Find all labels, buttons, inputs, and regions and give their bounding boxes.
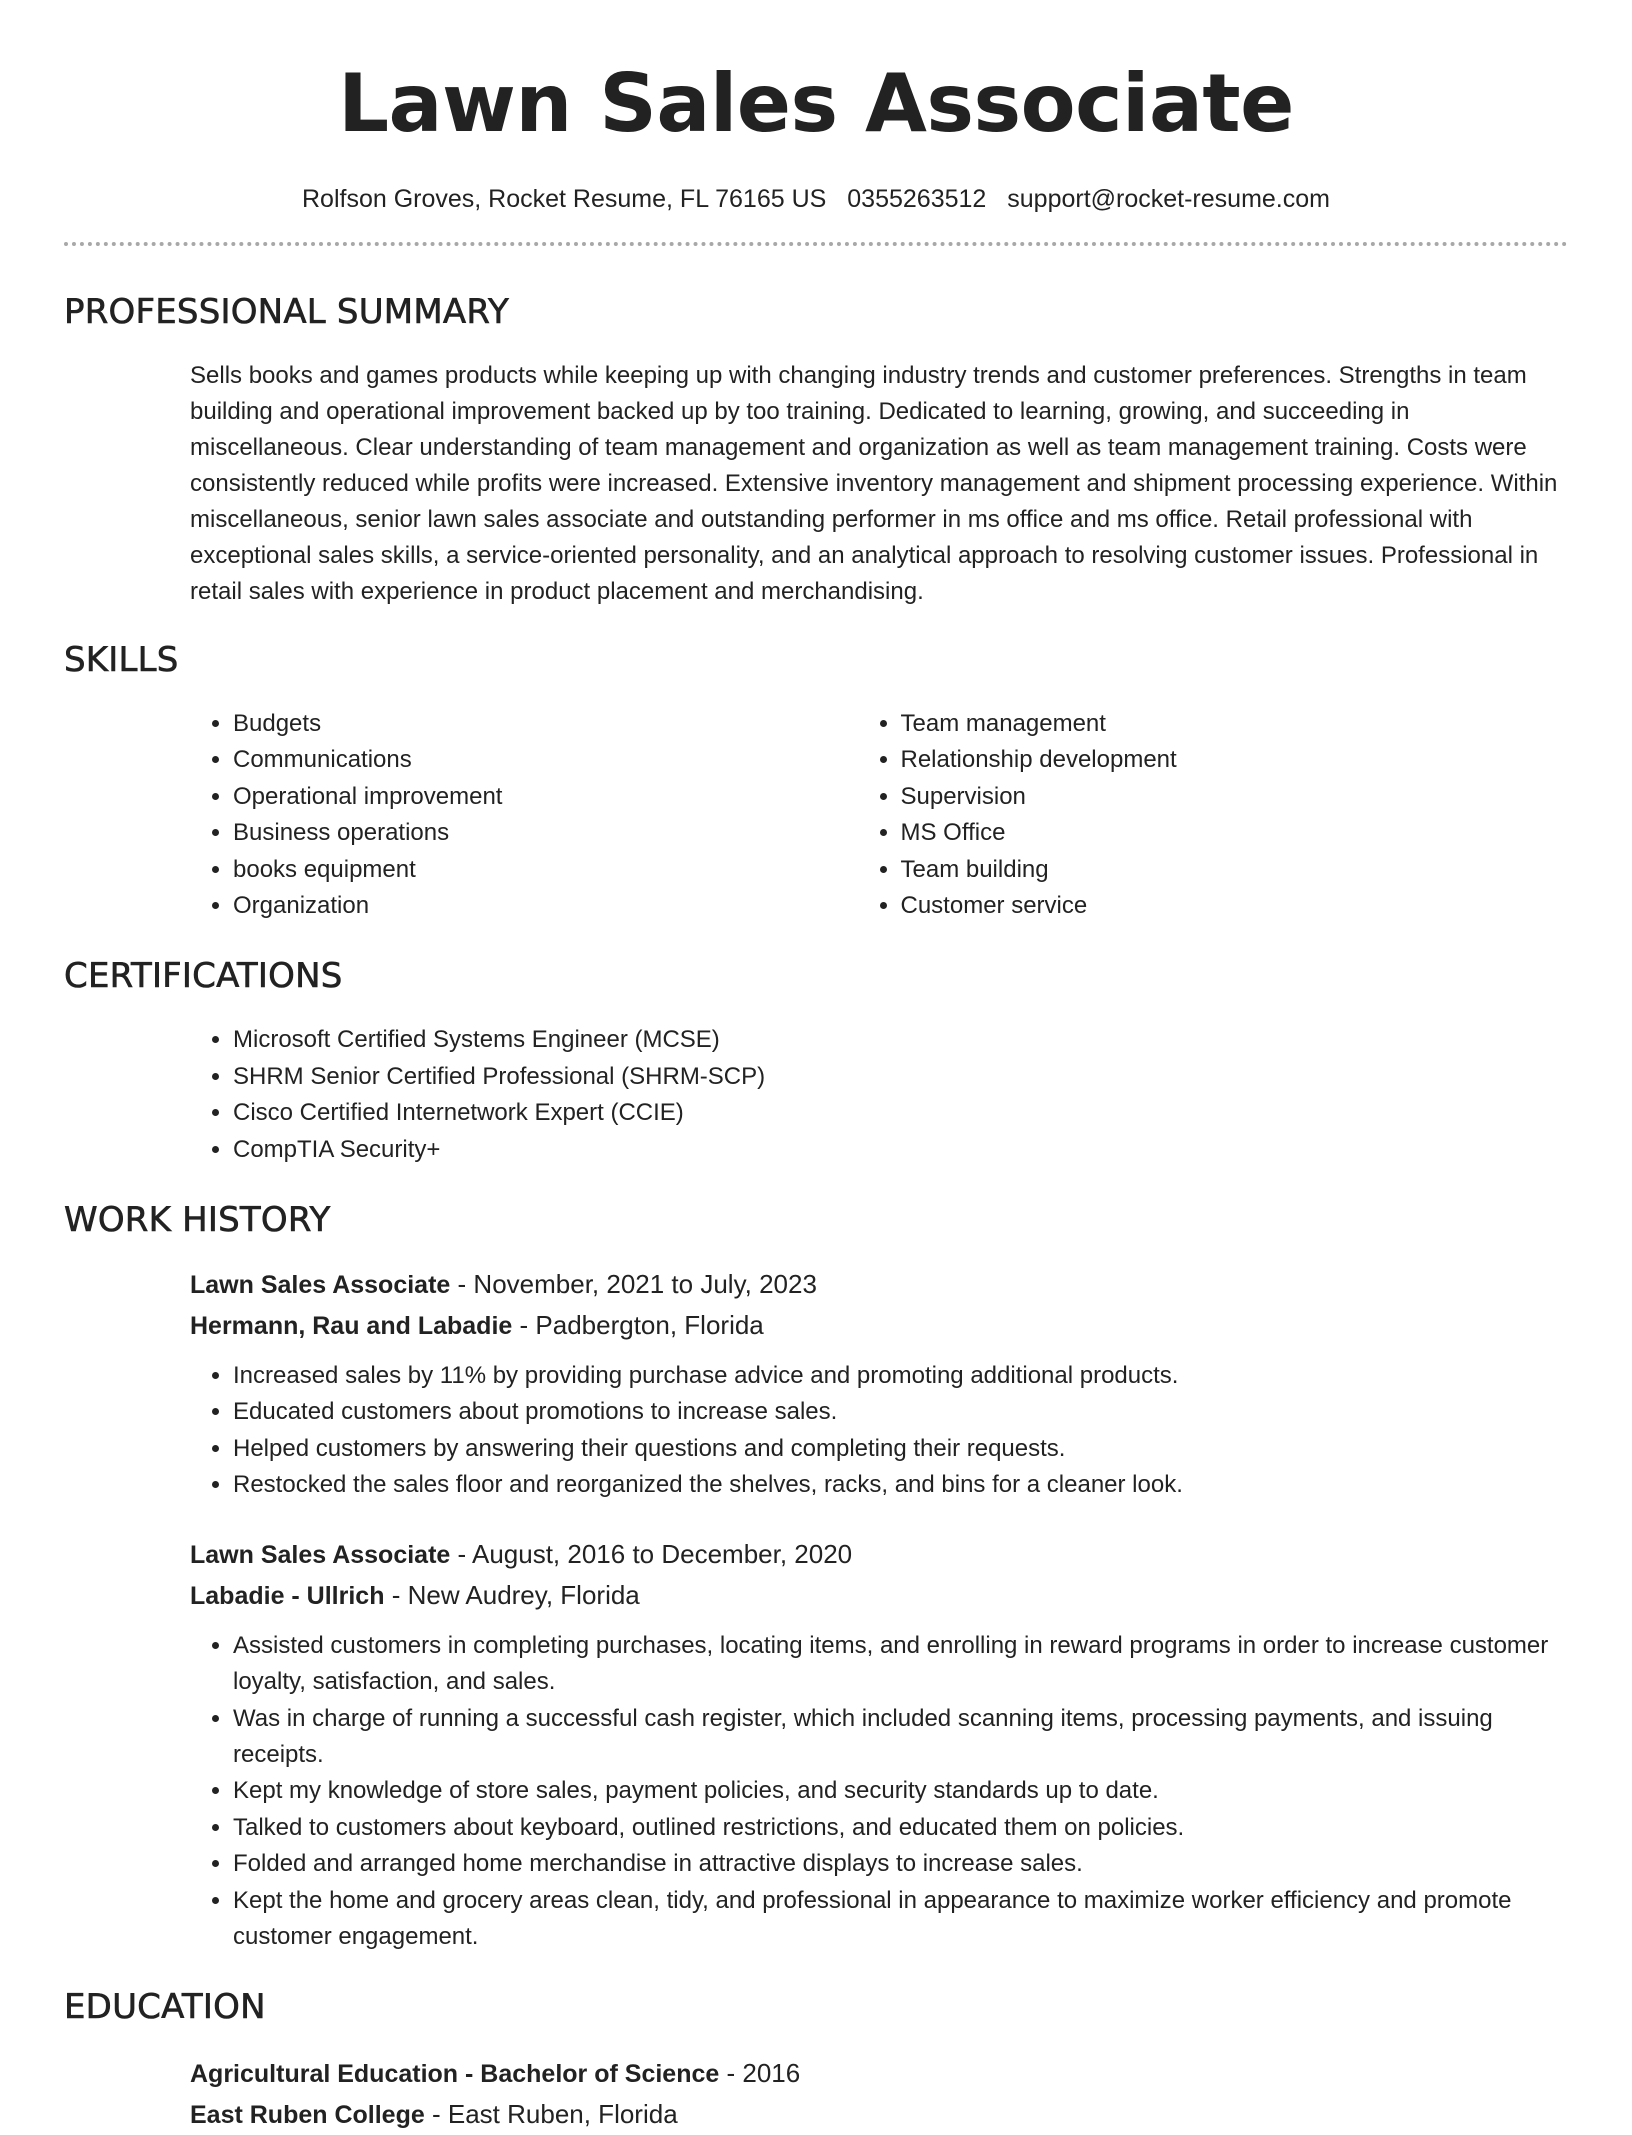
job-bullets xyxy=(233,1628,1568,1956)
job-bullet: • Restocked the sales floor and reorganized the shelves, racks, and bins for a cleaner look. xyxy=(233,1467,1568,1503)
skill-item: • Supervision xyxy=(901,779,1569,815)
certifications-list xyxy=(233,1022,1568,1168)
job-bullet: • Folded and arranged home merchandise in attractive displays to increase sales. xyxy=(233,1846,1568,1882)
skills-column-right xyxy=(901,706,1569,924)
certification-item: • Cisco Certified Internetwork Expert (CCIE) xyxy=(233,1095,1568,1131)
header-divider xyxy=(64,242,1568,246)
contact-address: Rolfson Groves, Rocket Resume, FL 76165 US xyxy=(302,185,827,213)
skill-item: • Budgets xyxy=(233,706,901,742)
job-bullets xyxy=(233,1358,1568,1504)
job-company-line xyxy=(190,1575,1568,1616)
school-location: - East Ruben, Florida xyxy=(424,2099,678,2130)
job-bullet: • Increased sales by 11% by providing purchase advice and promoting additional products. xyxy=(233,1358,1568,1394)
skills-heading: SKILLS xyxy=(64,640,179,680)
job-dates: - November, 2021 to July, 2023 xyxy=(450,1269,817,1300)
skills-column-left xyxy=(233,706,901,924)
skill-item: • Relationship development xyxy=(901,742,1569,778)
certification-item: • SHRM Senior Certified Professional (SHRM-SCP) xyxy=(233,1059,1568,1095)
work-history-heading: WORK HISTORY xyxy=(64,1200,331,1241)
skill-item: • MS Office xyxy=(901,815,1569,851)
job-bullet: • Helped customers by answering their questions and completing their requests. xyxy=(233,1431,1568,1467)
job-bullet: • Was in charge of running a successful cash register, which included scanning items, processing payments, and issuing receipts. xyxy=(233,1701,1568,1774)
job-entry xyxy=(190,1534,1568,1956)
certification-item: • Microsoft Certified Systems Engineer (MCSE) xyxy=(233,1022,1568,1058)
skill-item: • books equipment xyxy=(233,852,901,888)
job-bullet: • Kept the home and grocery areas clean, tidy, and professional in appearance to maximize worker efficiency and promote customer engagement. xyxy=(233,1883,1568,1956)
skill-item: • Business operations xyxy=(233,815,901,851)
education-heading: EDUCATION xyxy=(64,1987,266,2028)
job-entry xyxy=(190,1264,1568,1504)
job-company: Labadie - Ullrich xyxy=(190,1581,385,1610)
job-title-line xyxy=(190,1264,1568,1305)
job-location: - New Audrey, Florida xyxy=(384,1579,640,1610)
skill-item: • Customer service xyxy=(901,888,1569,924)
school-name: East Ruben College xyxy=(190,2101,425,2130)
contact-email[interactable]: support@rocket-resume.com xyxy=(1007,185,1330,213)
skill-item: • Communications xyxy=(233,742,901,778)
job-title-line xyxy=(190,1534,1568,1575)
skill-item: • Team building xyxy=(901,852,1569,888)
skills-list xyxy=(233,706,1568,924)
job-bullet: • Kept my knowledge of store sales, payment policies, and security standards up to date. xyxy=(233,1773,1568,1809)
skill-item: • Operational improvement xyxy=(233,779,901,815)
degree-year: - 2016 xyxy=(719,2058,801,2089)
contact-phone: 0355263512 xyxy=(847,185,987,213)
school-line xyxy=(190,2094,1568,2135)
job-dates: - August, 2016 to December, 2020 xyxy=(450,1538,853,1569)
education-entry xyxy=(190,2053,1568,2135)
job-company: Hermann, Rau and Labadie xyxy=(190,1312,513,1341)
contact-line xyxy=(0,182,1632,216)
degree-line xyxy=(190,2053,1568,2094)
job-location: - Padbergton, Florida xyxy=(512,1310,764,1341)
job-company-line xyxy=(190,1305,1568,1346)
job-bullet: • Educated customers about promotions to increase sales. xyxy=(233,1394,1568,1430)
job-role: Lawn Sales Associate xyxy=(190,1271,451,1300)
job-role: Lawn Sales Associate xyxy=(190,1540,451,1569)
job-bullet: • Talked to customers about keyboard, outlined restrictions, and educated them on policies. xyxy=(233,1810,1568,1846)
skill-item: • Organization xyxy=(233,888,901,924)
skill-item: • Team management xyxy=(901,706,1569,742)
degree-name: Agricultural Education - Bachelor of Science xyxy=(190,2060,720,2089)
summary-heading: PROFESSIONAL SUMMARY xyxy=(64,292,509,332)
job-bullet: • Assisted customers in completing purchases, locating items, and enrolling in reward programs in order to increase customer loyalty, satisfaction, and sales. xyxy=(233,1628,1568,1701)
candidate-name: Lawn Sales Associate xyxy=(338,57,1294,150)
certifications-heading: CERTIFICATIONS xyxy=(64,956,343,997)
summary-text: Sells books and games products while keeping up with changing industry trends and customer preferences. Strengths in team building and operational improvement backed up by too training. Dedicated to learning, growing, and succeeding in miscellaneous. Clear understanding of team management and organization as well as team management training. Costs were consistently reduced while profits were increased. Extensive inventory management and shipment processing experience. Within miscellaneous, senior lawn sales associate and outstanding performer in ms office and ms office. Retail professional with exceptional sales skills, a service-oriented personality, and an analytical approach to resolving customer issues. Professional in retail sales with experience in product placement and merchandising. xyxy=(190,362,1558,605)
certification-item: • CompTIA Security+ xyxy=(233,1132,1568,1168)
